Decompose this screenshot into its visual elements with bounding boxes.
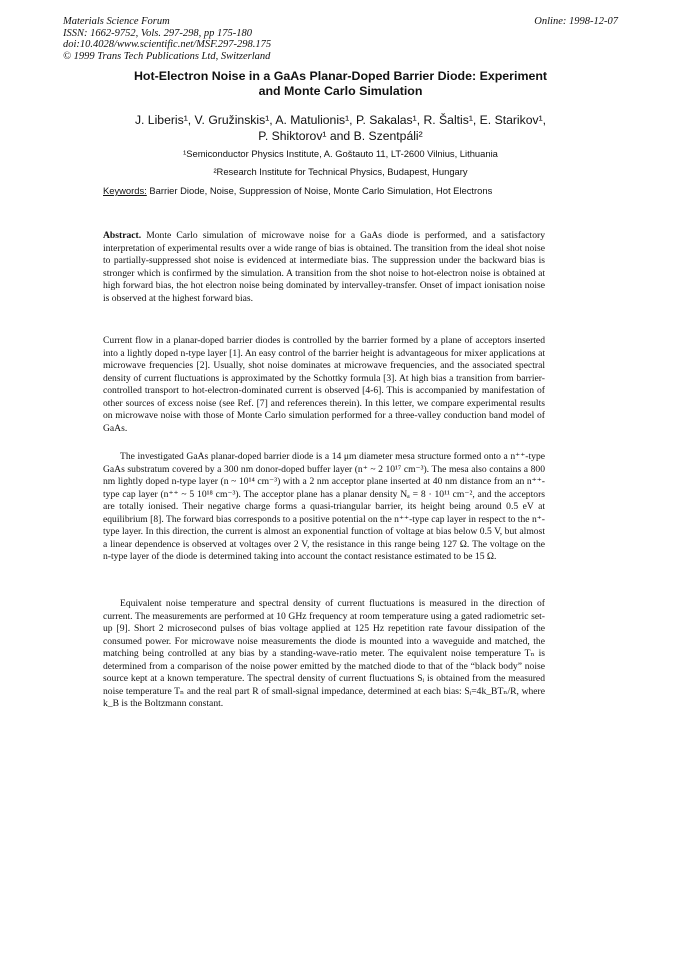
paragraph-3: Equivalent noise temperature and spectral density of current fluctuations is measured in the direction of current. The measurements are performed at 10 GHz frequency at room temperature using a gated radiometric set-up [9]. Short 2 microsecond pulses of bias voltage applied at 125 Hz repetition rate favour dissipation of the consumed power. For microwave noise measurements the diode is mounted into a waveguide and matched, the matching being controlled at any bias by a standing-wave-ratio meter. The equivalent noise temperature Tₙ is determined from a comparison of the noise power emitted by the matched diode to that of the “black body” noise source kept at a known temperature. The spectral density of current fluctuations Sᵢ is obtained from the measured noise temperature Tₙ and the real part R of small-signal impedance, determined at each bias: Sᵢ=4k_BTₙ/R, where k_B is the Boltzmann constant. (103, 598, 545, 710)
author-list (63, 112, 618, 144)
keywords-text: Barrier Diode, Noise, Suppression of Noise, Monte Carlo Simulation, Hot Electrons (149, 185, 493, 196)
keywords-line (103, 185, 492, 196)
affiliation-2: ²Research Institute for Technical Physics, Budapest, Hungary (213, 166, 468, 177)
online-date: Online: 1998-12-07 (534, 16, 618, 27)
title-line-2: and Monte Carlo Simulation (258, 84, 423, 98)
abstract-label: Abstract. (103, 230, 142, 241)
abstract (103, 230, 545, 305)
journal-header (63, 16, 271, 62)
authors-line-2: P. Shiktorov¹ and B. Szentpáli² (258, 129, 423, 143)
affiliation-1: ¹Semiconductor Physics Institute, A. Goštauto 11, LT-2600 Vilnius, Lithuania (183, 148, 498, 159)
title-line-1: Hot-Electron Noise in a GaAs Planar-Doped Barrier Diode: Experiment (133, 69, 548, 83)
journal-name: Materials Science Forum (63, 16, 170, 27)
copyright-line: © 1999 Trans Tech Publications Ltd, Switzerland (63, 50, 271, 62)
keywords-label: Keywords: (103, 185, 147, 196)
abstract-text: Monte Carlo simulation of microwave noise for a GaAs diode is performed, and a satisfactory interpretation of experimental results over a wide range of bias is obtained. The transition from the ideal shot noise to partially-suppressed shot noise is evidenced at intermediate bias. The suppression under the backward bias is stronger which is confirmed by the simulation. A transition from the shot noise to hot-electron noise is obtained at high forward bias, the hot electron noise being dominated by intervalley-transfer. Onset of impact ionisation noise is observed at the highest forward bias. (103, 230, 546, 304)
issn-line: ISSN: 1662-9752, Vols. 297-298, pp 175-180 (63, 27, 252, 39)
authors-line-1: J. Liberis¹, V. Gružinskis¹, A. Matulionis¹, P. Sakalas¹, R. Šaltis¹, E. Starikov¹, (134, 113, 547, 127)
paper-title (63, 69, 618, 99)
doi-line[interactable]: doi:10.4028/www.scientific.net/MSF.297-298.175 (63, 39, 272, 51)
paragraph-2: The investigated GaAs planar-doped barrier diode is a 14 μm diameter mesa structure formed onto a n⁺⁺-type GaAs substratum covered by a 300 nm donor-doped buffer layer (n⁺ ~ 2 10¹⁷ cm⁻³). The mesa also contains a 800 nm lightly doped n-type layer (n ~ 10¹⁴ cm⁻³) with a 2 nm acceptor plane inserted at 40 nm distance from an n⁺⁺-type cap layer (n⁺⁺ ~ 5 10¹⁸ cm⁻³). The acceptor plane has a planar density Nₐ = 8 · 10¹¹ cm⁻², and the acceptors are totally ionised. Their negative charge forms a quasi-triangular barrier, its height being around 0.5 eV at equilibrium [8]. The forward bias corresponds to a positive potential on the n⁺⁺-type cap layer in respect to the n⁺-type layer. In this direction, the current is almost an exponential function of voltage at bias below 0.5 V, but almost a linear dependence is observed at voltages over 2 V, the resistance in this range being 127 Ω. The voltage on the n-type layer of the diode is determined taking into account the contact resistance estimated to be 15 Ω. (103, 451, 545, 563)
paragraph-1: Current flow in a planar-doped barrier diodes is controlled by the barrier formed by a plane of acceptors inserted into a lightly doped n-type layer [1]. An easy control of the barrier height is advantageous for mixer applications at microwave frequencies [2]. Usually, shot noise dominates at microwave frequencies, and the associated spectral density of current fluctuations is approximated by the Schottky formula [3]. At high bias a transition from barrier-controlled transport to hot-electron-dominated current is observed [4-6]. This is accompanied by manifestation of other sources of excess noise (see Ref. [7] and references therein). In this letter, we compare experimental results on microwave noise with those of Monte Carlo simulation performed for a three-valley conduction band model of GaAs. (103, 335, 545, 434)
